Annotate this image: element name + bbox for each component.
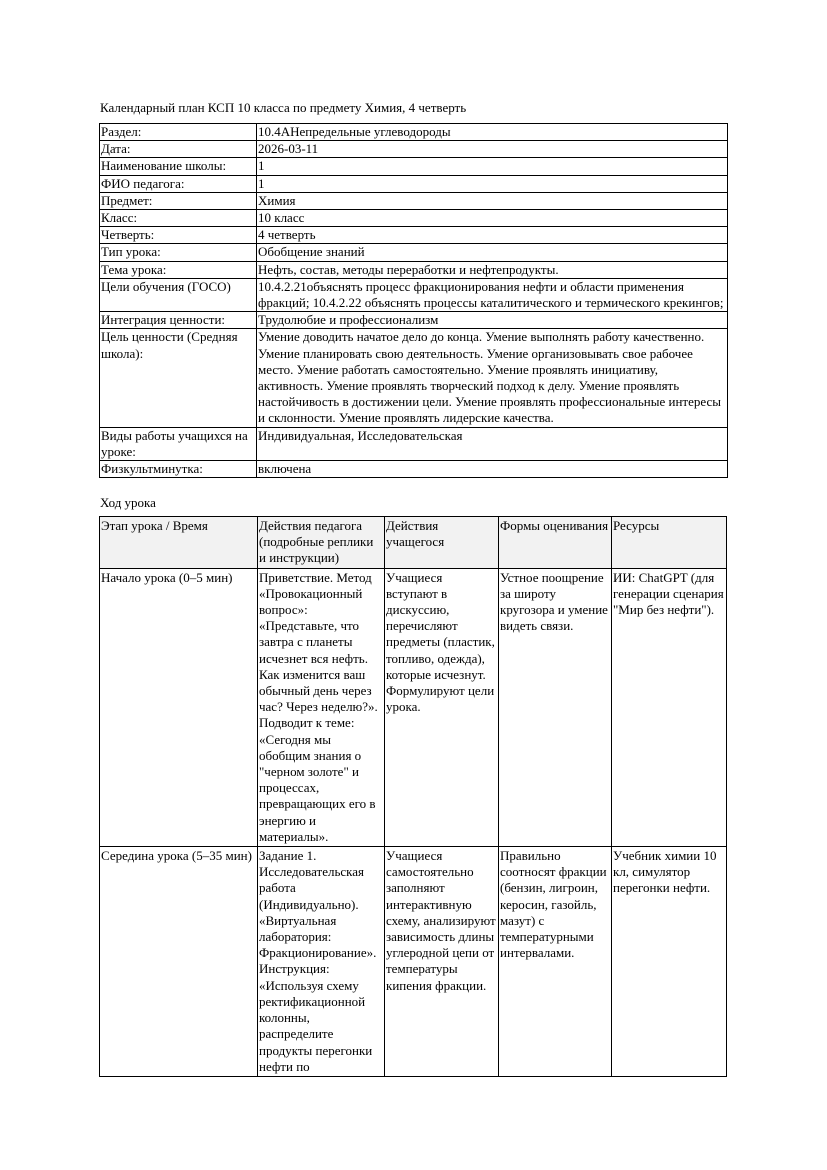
assessment-cell: Правильно соотносят фракции (бензин, лигроин, керосин, газойль, мазут) с температурными интервалами. [499,847,612,1077]
column-header: Действия учащегося [385,517,499,569]
info-row [100,329,728,427]
info-value: Обобщение знаний [257,244,728,261]
info-row [100,175,728,192]
info-value: 10 класс [257,210,728,227]
info-key: Виды работы учащихся на уроке: [100,427,257,460]
teacher-actions-cell: Задание 1. Исследовательская работа (Индивидуально). «Виртуальная лаборатория: Фракционирование». Инструкция: «Используя схему ректификационной колонны, распределите продукты перегонки нефти по [258,847,385,1077]
info-key: Физкультминутка: [100,461,257,478]
column-header: Действия педагога (подробные реплики и инструкции) [258,517,385,569]
table-row [100,847,727,1077]
info-value: Нефть, состав, методы переработки и нефтепродукты. [257,261,728,278]
table-header-row [100,517,727,569]
info-value: 1 [257,175,728,192]
info-row [100,427,728,460]
info-row [100,261,728,278]
info-value: Химия [257,192,728,209]
info-value: включена [257,461,728,478]
column-header: Этап урока / Время [100,517,258,569]
info-key: Раздел: [100,124,257,141]
info-row [100,210,728,227]
info-key: Дата: [100,141,257,158]
page-title: Календарный план КСП 10 класса по предмету Химия, 4 четверть [100,100,467,115]
info-key: Наименование школы: [100,158,257,175]
info-row [100,141,728,158]
info-row [100,227,728,244]
info-key: Класс: [100,210,257,227]
student-actions-cell: Учащиеся самостоятельно заполняют интерактивную схему, анализируют зависимость длины углеродной цепи от температуры кипения фракции. [385,847,499,1077]
lesson-progress-heading: Ход урока [100,495,156,510]
info-row [100,278,728,311]
student-actions-cell: Учащиеся вступают в дискуссию, перечисляют предметы (пластик, топливо, одежда), которые исчезнут. Формулируют цели урока. [385,568,499,846]
info-value: 1 [257,158,728,175]
info-row [100,192,728,209]
info-value: 10.4.2.21объяснять процесс фракционирования нефти и области применения фракций; 10.4.2.22 объяснять процессы каталитического и термического крекингов; [257,278,728,311]
info-value: Трудолюбие и профессионализм [257,312,728,329]
column-header: Ресурсы [612,517,727,569]
teacher-actions-cell: Приветствие. Метод «Провокационный вопрос»: «Представьте, что завтра с планеты исчезнет вся нефть. Как изменится ваш обычный день через час? Через неделю?». Подводит к теме: «Сегодня мы обобщим знания о "черном золоте" и процессах, превращающих его в энергию и материалы». [258,568,385,846]
info-value: Умение доводить начатое дело до конца. Умение выполнять работу качественно. Умение планировать свою деятельность. Умение организовывать свое рабочее место. Умение работать самостоятельно. Умение проявлять инициативу, активность. Умение проявлять творческий подход к делу. Умение проявлять настойчивость в достижении цели. Умение проявлять профессиональные интересы и склонности. Умение проявлять лидерские качества. [257,329,728,427]
stage-cell: Середина урока (5–35 мин) [100,847,258,1077]
info-key: Цели обучения (ГОСО) [100,278,257,311]
info-key: Тема урока: [100,261,257,278]
info-value: 2026-03-11 [257,141,728,158]
info-key: ФИО педагога: [100,175,257,192]
info-row [100,461,728,478]
table-row [100,568,727,846]
lesson-info-table [99,123,728,478]
info-value: 10.4АНепредельные углеводороды [257,124,728,141]
info-key: Четверть: [100,227,257,244]
resources-cell: Учебник химии 10 кл, симулятор перегонки нефти. [612,847,727,1077]
resources-cell: ИИ: ChatGPT (для генерации сценария "Мир без нефти"). [612,568,727,846]
info-row [100,158,728,175]
info-row [100,312,728,329]
info-key: Тип урока: [100,244,257,261]
info-value: 4 четверть [257,227,728,244]
info-key: Цель ценности (Средняя школа): [100,329,257,427]
column-header: Формы оценивания [499,517,612,569]
info-row [100,244,728,261]
lesson-plan-table [99,516,727,1077]
info-value: Индивидуальная, Исследовательская [257,427,728,460]
assessment-cell: Устное поощрение за широту кругозора и умение видеть связи. [499,568,612,846]
stage-cell: Начало урока (0–5 мин) [100,568,258,846]
info-row [100,124,728,141]
info-key: Предмет: [100,192,257,209]
info-key: Интеграция ценности: [100,312,257,329]
